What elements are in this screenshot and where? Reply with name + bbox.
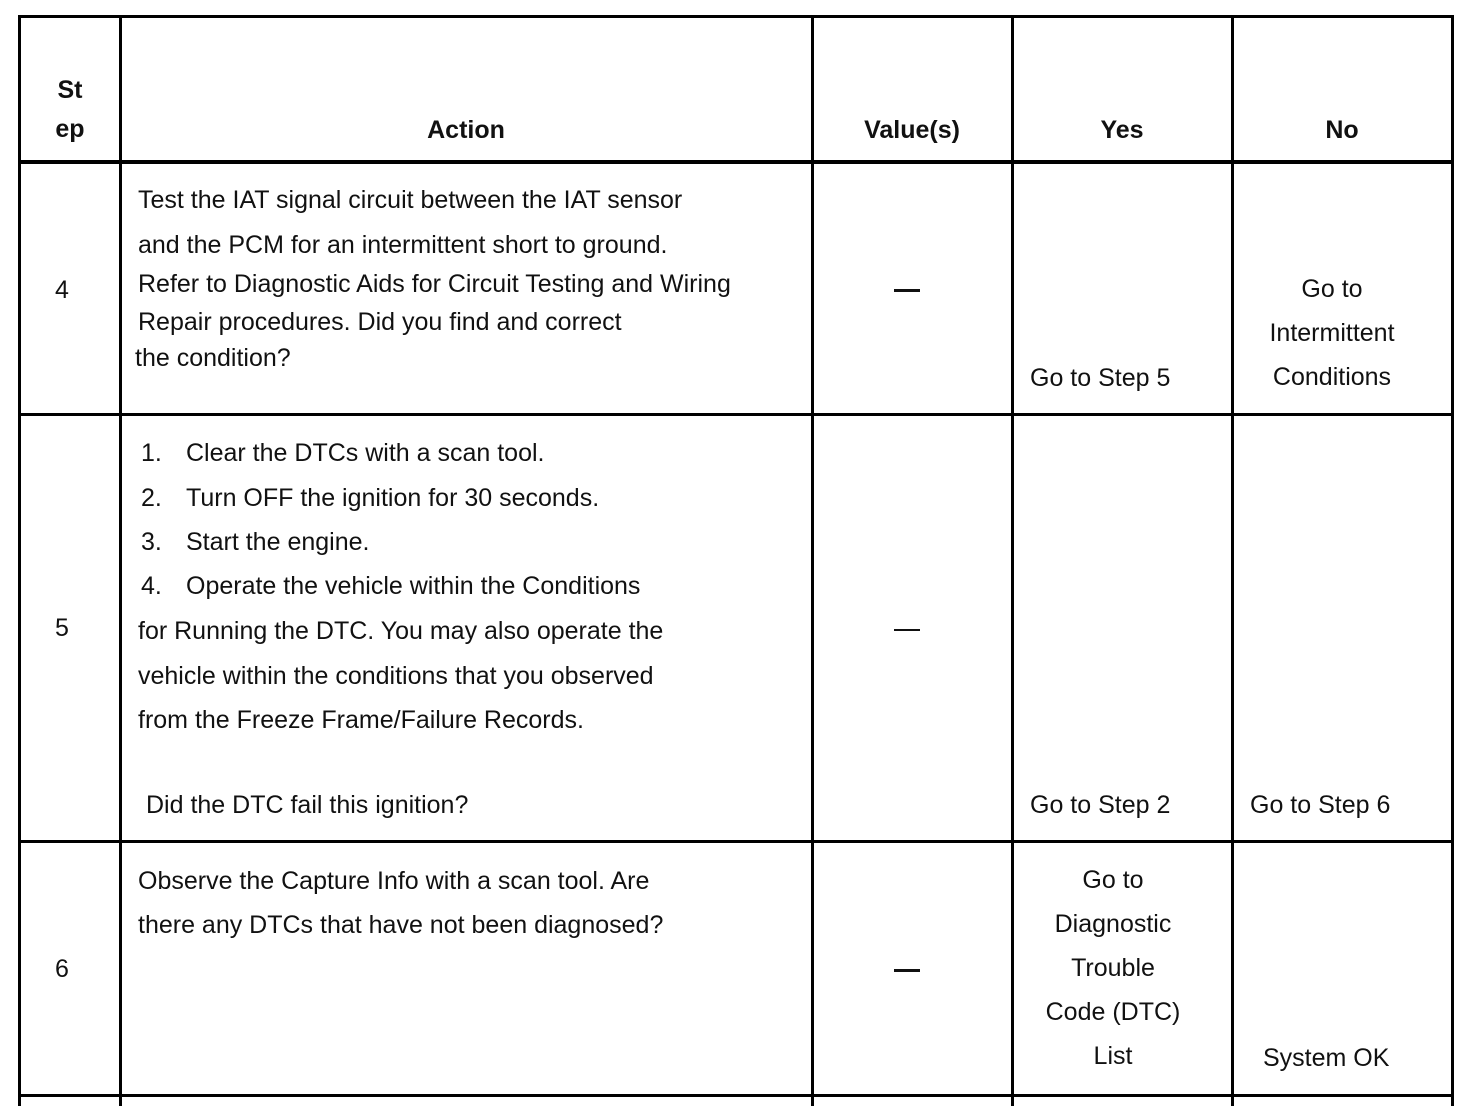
header-values: Value(s)	[864, 116, 960, 144]
list-item-number: 1.	[141, 439, 162, 467]
action-line: for Running the DTC. You may also operate the	[138, 617, 664, 645]
action-line: and the PCM for an intermittent short to ground.	[138, 231, 668, 259]
step-number: 5	[55, 614, 69, 642]
action-line: Observe the Capture Info with a scan tool. Are	[138, 867, 650, 895]
yes-column-divider	[1231, 15, 1234, 1106]
value-dash	[894, 969, 920, 972]
action-line: there any DTCs that have not been diagnosed?	[138, 911, 664, 939]
list-item-text: Operate the vehicle within the Conditions	[186, 572, 641, 600]
list-item-text: Start the engine.	[186, 528, 370, 556]
row-5-bottom-border	[18, 840, 1454, 843]
action-line: vehicle within the conditions that you observed	[138, 662, 654, 690]
header-yes: Yes	[1100, 116, 1144, 144]
row-4-bottom-border	[18, 413, 1454, 416]
value-dash	[894, 629, 920, 631]
value-dash	[894, 289, 920, 292]
table-bottom-border	[18, 1094, 1454, 1097]
yes-line: Diagnostic	[1054, 910, 1172, 938]
no-line: Intermittent	[1269, 319, 1395, 347]
yes-line: List	[1093, 1042, 1133, 1070]
yes-link-go-to-step-2[interactable]: Go to Step 2	[1030, 791, 1171, 819]
header-step-line2: ep	[55, 115, 85, 143]
table-left-border	[18, 15, 21, 1106]
header-no: No	[1325, 116, 1359, 144]
no-system-ok: System OK	[1263, 1044, 1390, 1072]
header-step-line1: St	[57, 76, 83, 104]
header-step	[20, 78, 120, 142]
list-item-text: Turn OFF the ignition for 30 seconds.	[186, 484, 600, 512]
table-top-border	[18, 15, 1454, 18]
action-line: from the Freeze Frame/Failure Records.	[138, 706, 584, 734]
yes-link-go-to-step-5[interactable]: Go to Step 5	[1030, 364, 1171, 392]
yes-line: Trouble	[1071, 954, 1155, 982]
yes-line: Code (DTC)	[1045, 998, 1181, 1026]
table-right-border	[1451, 15, 1454, 1106]
action-column-divider	[811, 15, 814, 1106]
list-item-number: 3.	[141, 528, 162, 556]
no-link-intermittent-conditions[interactable]	[1233, 277, 1431, 390]
action-line: Repair procedures. Did you find and correct	[138, 308, 622, 336]
list-item-text: Clear the DTCs with a scan tool.	[186, 439, 545, 467]
action-question: Did the DTC fail this ignition?	[146, 791, 469, 819]
step-column-divider	[119, 15, 122, 1106]
no-line: Go to	[1301, 275, 1363, 303]
action-line: Test the IAT signal circuit between the IAT sensor	[138, 186, 683, 214]
header-bottom-border	[18, 160, 1454, 164]
action-line: the condition?	[135, 344, 291, 372]
step-number: 6	[55, 955, 69, 983]
action-line: Refer to Diagnostic Aids for Circuit Testing and Wiring	[138, 270, 731, 298]
no-link-go-to-step-6[interactable]: Go to Step 6	[1250, 791, 1391, 819]
yes-line: Go to	[1082, 866, 1144, 894]
step-number: 4	[55, 276, 69, 304]
list-item-number: 2.	[141, 484, 162, 512]
no-line: Conditions	[1272, 363, 1392, 391]
header-action: Action	[427, 116, 505, 144]
yes-link-dtc-list[interactable]	[1013, 868, 1213, 1069]
list-item-number: 4.	[141, 572, 162, 600]
